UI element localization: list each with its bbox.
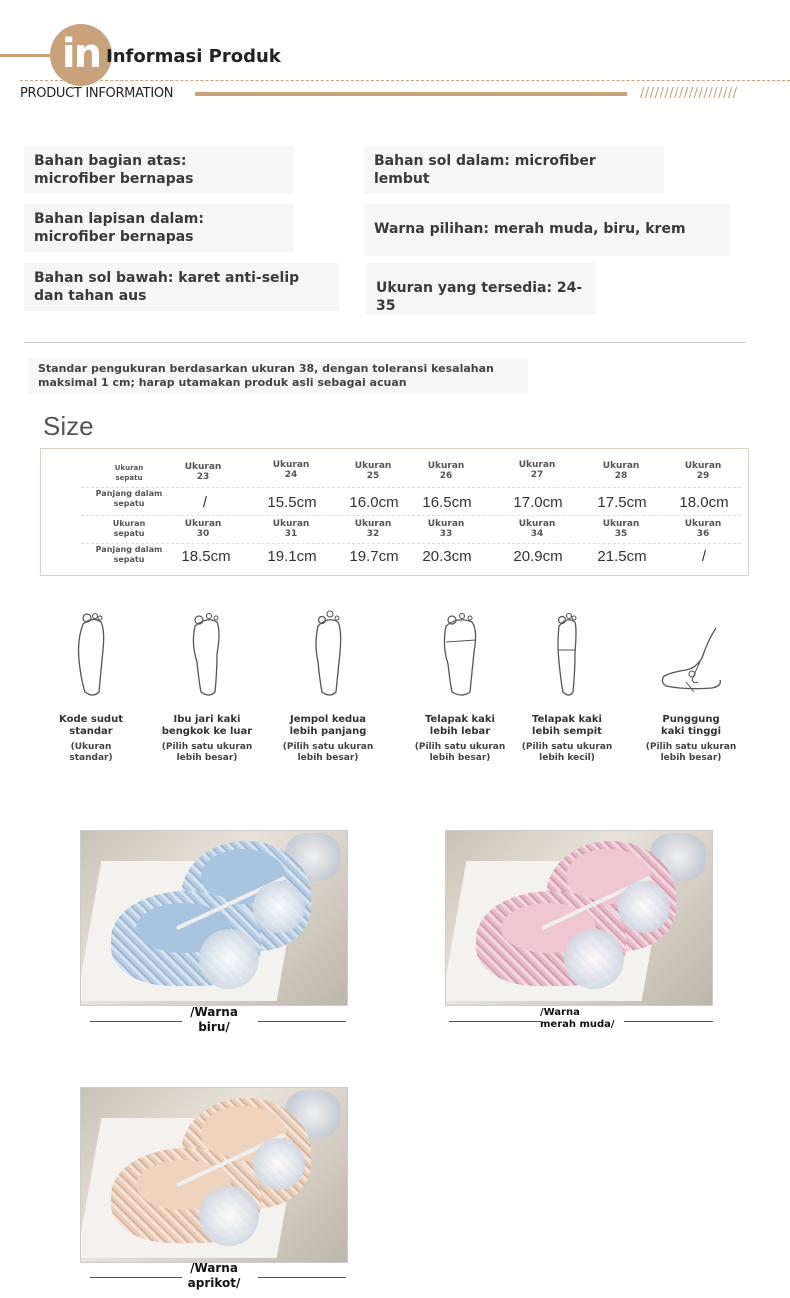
- size-title: Size: [43, 411, 94, 441]
- size-header-29: [673, 461, 733, 481]
- foot-note-line: (Ukuran: [70, 742, 112, 752]
- size-header-text: 26: [439, 471, 453, 481]
- length-value: /: [701, 548, 707, 565]
- foot-type-note: [273, 742, 383, 764]
- foot-type-note: [512, 742, 622, 764]
- caption-line: [624, 1021, 713, 1022]
- measurement-note: [28, 358, 528, 394]
- size-header-text: Ukuran: [684, 461, 722, 471]
- foot-note-line: (Pilih satu ukuran: [414, 742, 506, 752]
- info-label: Warna pilihan: merah muda, biru, krem: [374, 221, 686, 237]
- length-value: /: [202, 494, 208, 511]
- size-header-text: Ukuran: [272, 460, 310, 470]
- size-header-text: Ukuran: [518, 460, 556, 470]
- foot-note-line: (Pilih satu ukuran: [282, 742, 374, 752]
- foot-outline-icon: [308, 610, 348, 700]
- row-label-length: [91, 489, 167, 509]
- length-value: 16.0cm: [349, 494, 399, 511]
- size-header-23: [173, 462, 233, 482]
- size-header-text: 25: [366, 471, 380, 481]
- size-header-27: [507, 460, 567, 480]
- size-header-26: [416, 461, 476, 481]
- size-header-text: 27: [530, 470, 544, 480]
- info-color-options: [364, 204, 730, 256]
- caption-line-text: /Warna: [190, 1261, 238, 1275]
- length-value: 21.5cm: [597, 548, 647, 565]
- size-header-text: 29: [696, 471, 710, 481]
- size-table: [40, 448, 749, 576]
- row-label-text: sepatu: [113, 529, 145, 538]
- foot-type-wide: [405, 610, 515, 764]
- foot-type-bunion: [152, 610, 262, 764]
- caption-line: [90, 1021, 182, 1022]
- foot-type-note: [636, 742, 746, 764]
- caption-line: [258, 1021, 346, 1022]
- caption-line-text: /Warna: [190, 1005, 238, 1019]
- length-value: 18.0cm: [679, 494, 729, 511]
- foot-note-line: lebih besar): [176, 753, 238, 763]
- foot-type-narrow: [512, 610, 622, 764]
- caption-line-text: merah muda/: [540, 1019, 615, 1030]
- row-label-length: [91, 545, 167, 565]
- caption-line-text: biru/: [198, 1020, 230, 1034]
- size-header-text: 36: [696, 529, 710, 539]
- caption-line: [90, 1277, 182, 1278]
- foot-note-line: (Pilih satu ukuran: [645, 742, 737, 752]
- foot-type-note: [152, 742, 262, 764]
- size-header-text: Ukuran: [184, 519, 222, 529]
- foot-type-name: [636, 714, 746, 738]
- size-header-text: 23: [196, 472, 210, 482]
- header: [0, 0, 790, 110]
- size-header-text: Ukuran: [602, 461, 640, 471]
- foot-name-line: kaki tinggi: [660, 726, 722, 737]
- info-label: Bahan lapisan dalam:: [34, 211, 204, 227]
- section-divider: [24, 342, 746, 343]
- info-lining-material: [24, 204, 294, 252]
- row-label-size: [101, 463, 157, 483]
- length-value: 20.3cm: [422, 548, 472, 565]
- accent-bar: [195, 92, 627, 96]
- foot-outline-icon: [187, 610, 227, 700]
- foot-outline-icon: [71, 610, 111, 700]
- dashed-divider: [20, 80, 790, 81]
- foot-type-note: [36, 742, 146, 764]
- size-header-28: [591, 461, 651, 481]
- size-header-text: Ukuran: [427, 461, 465, 471]
- color-caption-blue: [180, 1005, 248, 1035]
- foot-type-long-second-toe: [273, 610, 383, 764]
- note-line: Standar pengukuran berdasarkan ukuran 38, dengan toleransi kesalahan: [38, 362, 494, 375]
- info-value: lembut: [374, 171, 430, 187]
- foot-type-high-instep: [636, 610, 746, 764]
- foot-type-name: [36, 714, 146, 738]
- foot-name-line: Punggung: [662, 714, 720, 725]
- size-header-text: 32: [366, 529, 380, 539]
- info-label: Bahan sol bawah: karet anti-selip: [34, 270, 300, 286]
- info-outsole-material: [24, 263, 339, 311]
- size-header-32: [343, 519, 403, 539]
- size-header-36: [673, 519, 733, 539]
- color-caption-pink: [540, 1007, 626, 1031]
- product-photo-pink: [445, 830, 713, 1006]
- foot-name-line: standar: [69, 726, 113, 737]
- foot-note-line: standar): [69, 753, 113, 763]
- size-header-text: Ukuran: [272, 519, 310, 529]
- foot-type-name: [273, 714, 383, 738]
- foot-note-line: lebih besar): [429, 753, 491, 763]
- foot-outline-icon: [440, 610, 480, 700]
- info-available-sizes: [366, 263, 596, 315]
- foot-name-line: Ibu jari kaki: [173, 714, 241, 725]
- foot-note-line: (Pilih satu ukuran: [521, 742, 613, 752]
- caption-line: [449, 1021, 541, 1022]
- page-subtitle: PRODUCT INFORMATION: [20, 86, 174, 101]
- length-value: 17.5cm: [597, 494, 647, 511]
- product-photo-blue: [80, 830, 348, 1006]
- crystal-bow: [564, 929, 624, 989]
- foot-type-name: [152, 714, 262, 738]
- info-label: Ukuran yang tersedia: 24-35: [376, 280, 583, 314]
- foot-name-line: Kode sudut: [59, 714, 123, 725]
- foot-name-line: Telapak kaki: [425, 714, 495, 725]
- foot-name-line: lebih lebar: [429, 726, 491, 737]
- info-label: Bahan sol dalam: microfiber: [374, 153, 596, 169]
- row-divider: [81, 543, 741, 544]
- crystal-bow: [253, 1138, 305, 1190]
- caption-line-text: aprikot/: [187, 1276, 241, 1290]
- size-header-text: Ukuran: [354, 519, 392, 529]
- size-header-text: 24: [284, 470, 298, 480]
- row-divider: [81, 515, 741, 516]
- info-value: dan tahan aus: [34, 288, 147, 304]
- size-header-text: Ukuran: [184, 462, 222, 472]
- product-photo-apricot: [80, 1087, 348, 1263]
- foot-note-line: lebih kecil): [539, 753, 595, 763]
- row-label-text: Ukuran: [114, 464, 144, 472]
- size-header-text: Ukuran: [518, 519, 556, 529]
- foot-note-line: (Pilih satu ukuran: [161, 742, 253, 752]
- foot-type-name: [405, 714, 515, 738]
- size-header-text: Ukuran: [427, 519, 465, 529]
- length-value: 16.5cm: [422, 494, 472, 511]
- note-line: maksimal 1 cm; harap utamakan produk asli sebagai acuan: [38, 376, 407, 389]
- length-value: 19.7cm: [349, 548, 399, 565]
- foot-name-line: Telapak kaki: [532, 714, 602, 725]
- row-label-text: Panjang dalam: [95, 545, 163, 554]
- size-header-30: [173, 519, 233, 539]
- length-value: 18.5cm: [181, 548, 231, 565]
- foot-name-line: bengkok ke luar: [161, 726, 253, 737]
- row-label-text: sepatu: [115, 474, 143, 482]
- row-label-text: Panjang dalam: [95, 489, 163, 498]
- size-header-35: [591, 519, 651, 539]
- color-caption-apricot: [176, 1261, 252, 1291]
- crystal-bow: [199, 929, 259, 989]
- size-header-31: [261, 519, 321, 539]
- foot-type-name: [512, 714, 622, 738]
- length-value: 15.5cm: [267, 494, 317, 511]
- logo-badge: in: [50, 24, 112, 86]
- row-divider: [81, 487, 741, 488]
- caption-line: [258, 1277, 346, 1278]
- size-header-text: 34: [530, 529, 544, 539]
- info-upper-material: [24, 146, 294, 194]
- length-value: 19.1cm: [267, 548, 317, 565]
- header-accent-line: [0, 54, 52, 57]
- row-label-text: Ukuran: [112, 519, 146, 528]
- caption-line-text: /Warna: [540, 1007, 580, 1018]
- crystal-bow: [199, 1186, 259, 1246]
- size-header-text: 33: [439, 529, 453, 539]
- size-header-34: [507, 519, 567, 539]
- info-insole-material: [364, 146, 664, 194]
- foot-name-line: lebih sempit: [532, 726, 602, 737]
- foot-type-standard: [36, 610, 146, 764]
- foot-type-note: [405, 742, 515, 764]
- size-header-text: Ukuran: [354, 461, 392, 471]
- size-header-text: 35: [614, 529, 628, 539]
- foot-name-line: lebih panjang: [289, 726, 367, 737]
- size-header-33: [416, 519, 476, 539]
- length-value: 17.0cm: [513, 494, 563, 511]
- crystal-bow: [618, 881, 670, 933]
- foot-outline-icon: [547, 610, 587, 700]
- size-header-text: 30: [196, 529, 210, 539]
- length-value: 20.9cm: [513, 548, 563, 565]
- foot-note-line: lebih besar): [660, 753, 722, 763]
- row-label-text: sepatu: [113, 499, 145, 508]
- foot-side-icon: [656, 610, 726, 700]
- row-label-size: [97, 519, 161, 539]
- page-title: Informasi Produk: [106, 46, 281, 67]
- size-header-text: 28: [614, 471, 628, 481]
- info-label: Bahan bagian atas:: [34, 153, 187, 169]
- size-header-25: [343, 461, 403, 481]
- decorative-slashes: ////////////////////: [640, 86, 738, 101]
- size-header-text: Ukuran: [602, 519, 640, 529]
- foot-note-line: lebih besar): [297, 753, 359, 763]
- size-header-text: 31: [284, 529, 298, 539]
- size-header-24: [261, 460, 321, 480]
- info-value: microfiber bernapas: [34, 171, 194, 187]
- info-value: microfiber bernapas: [34, 229, 194, 245]
- row-label-text: sepatu: [113, 555, 145, 564]
- foot-name-line: Jempol kedua: [289, 714, 367, 725]
- crystal-bow: [253, 881, 305, 933]
- size-header-text: Ukuran: [684, 519, 722, 529]
